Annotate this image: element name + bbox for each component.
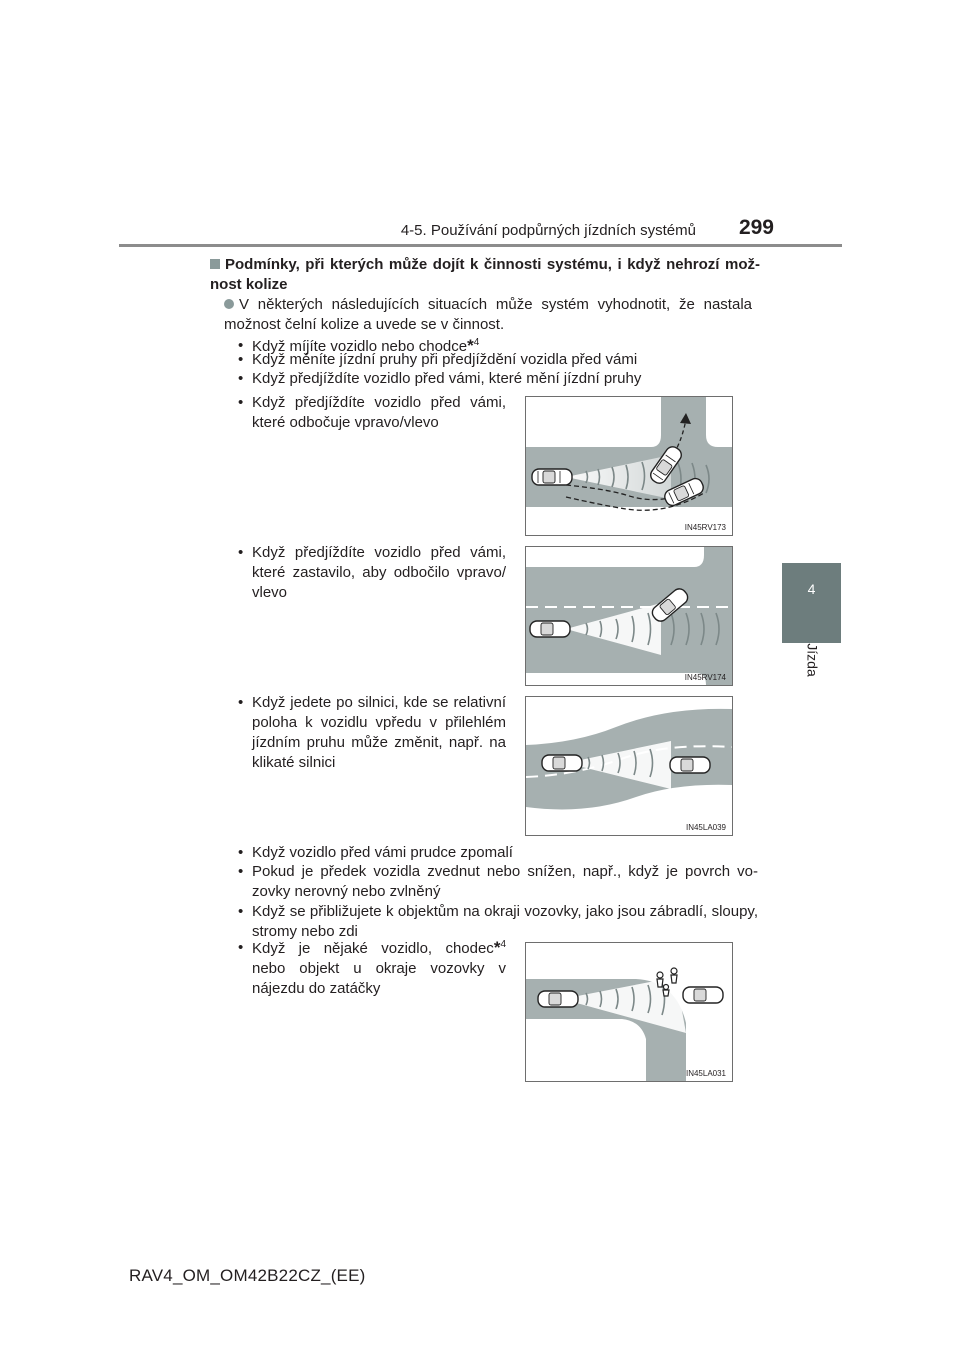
footnote-ref: 4 [473,337,480,348]
bullet-mark: • [238,939,244,956]
list-item [238,843,758,863]
list-item [238,369,758,389]
figure-curve-entry [525,942,733,1082]
item-text: Když předjíždíte vozidlo před vámi, které zastavilo, aby odbočilo vpravo/ vlevo [252,544,506,601]
item-text-cont: nebo objekt u okraje vozovky v nájezdu do zatáčky [252,960,506,997]
footnote-star: * [467,336,474,355]
footnote-star: * [493,938,501,957]
intro-paragraph [224,295,752,335]
list-item [238,938,506,999]
list-item [238,862,758,902]
bullet-mark: • [238,394,244,411]
figure-code: IN45LA039 [685,823,726,832]
section-heading [210,255,760,295]
list-item [238,350,758,370]
item-text: Když předjíždíte vozidlo před vámi, které odbočuje vpravo/vlevo [252,394,506,431]
item-text: Když míjíte vozidlo nebo chodce [252,338,468,355]
item-text: Pokud je předek vozidla zvednut nebo snížen, např., když je povrch vo-zovky nerovný nebo zvlněný [252,863,758,900]
figure-code: IN45LA031 [685,1069,726,1078]
list-item [238,543,506,603]
circle-bullet-icon [224,299,234,309]
figure-winding-road [525,696,733,836]
figure-turning-vehicle [525,396,733,536]
list-item [238,393,506,433]
bullet-mark: • [238,544,244,561]
item-text: Když vozidlo před vámi prudce zpomalí [252,844,513,861]
list-item [238,902,758,942]
header-title: 4-5. Používání podpůrných jízdních systémů [400,222,696,239]
figure-stopped-vehicle [525,546,733,686]
figure-code: IN45RV173 [684,523,726,532]
bullet-mark: • [238,351,244,368]
document-code-footer: RAV4_OM_OM42B22CZ_(EE) [129,1266,366,1285]
bullet-mark: • [238,337,244,354]
item-text: Když je nějaké vozidlo, chodec [252,940,494,957]
bullet-mark: • [238,694,244,711]
list-item [238,693,506,773]
chapter-label [786,632,836,692]
header-rule [119,244,842,247]
item-text: Když se přibližujete k objektům na okraji vozovky, jako jsou zábradlí, sloupy, stromy nebo zdi [252,903,758,940]
item-text: Když měníte jízdní pruhy při předjíždění vozidla před vámi [252,351,638,368]
bullet-mark: • [238,863,244,880]
bullet-mark: • [238,903,244,920]
square-bullet-icon [210,259,220,269]
chapter-number: 4 [807,581,816,597]
chapter-label-text: Jízda [804,643,821,677]
chapter-tab [782,563,841,643]
section-heading-text: Podmínky, při kterých může dojít k činnosti systému, i když nehrozí mož-nost kolize [210,256,760,293]
page-number: 299 [738,216,774,239]
item-text: Když jedete po silnici, kde se relativní poloha k vozidlu vpředu v přilehlém jízdním pruhu může změnit, např. na klikaté silnici [252,694,506,771]
footnote-ref: 4 [500,939,506,950]
figure-code: IN45RV174 [684,673,726,682]
bullet-mark: • [238,370,244,387]
item-text: Když předjíždíte vozidlo před vámi, které mění jízdní pruhy [252,370,642,387]
bullet-mark: • [238,844,244,861]
intro-text: V některých následujících situacích může systém vyhodnotit, že nastala možnost čelní kolize a uvede se v činnost. [224,296,752,333]
figure-illustration [526,397,732,535]
